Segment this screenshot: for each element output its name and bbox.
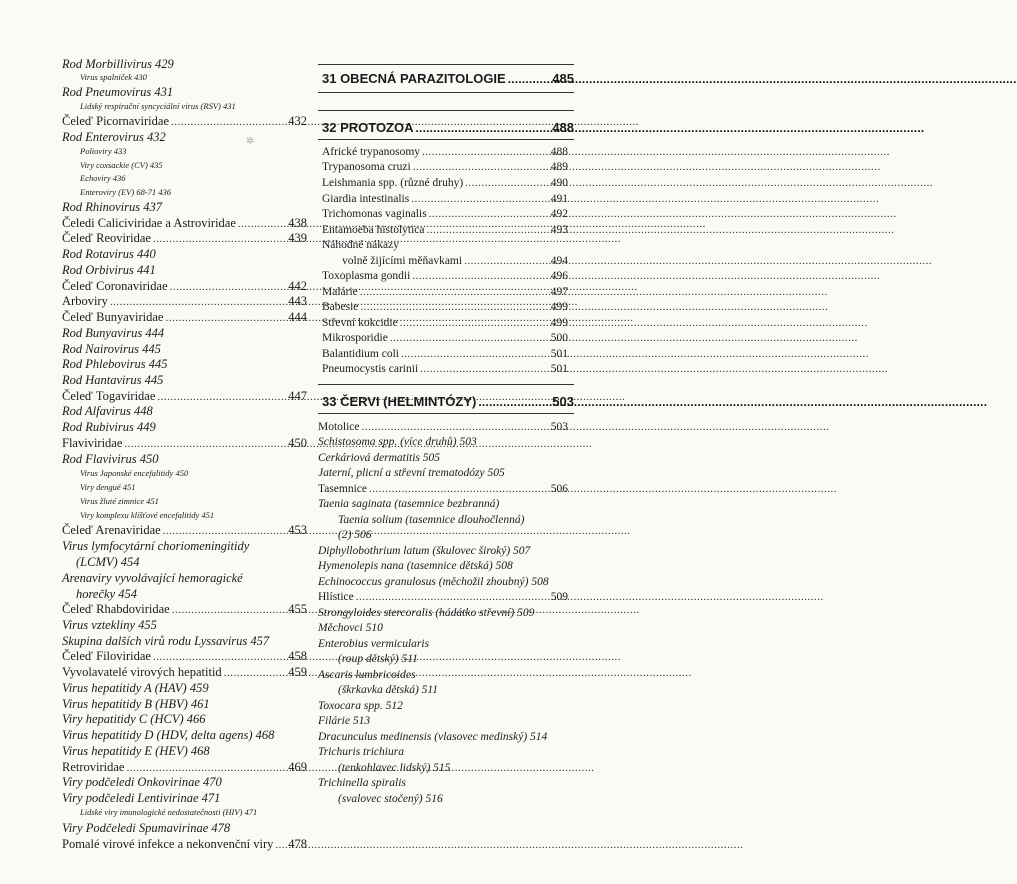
toc-entry-page: 489 [550, 161, 568, 173]
toc-entry [322, 302, 568, 314]
toc-entry-title: (LCMV) 454 [76, 555, 140, 569]
toc-entry [318, 499, 499, 511]
toc-entry-title: Lidský respirační syncyciální virus (RSV) 431 [80, 101, 236, 111]
toc-entry-title: Retroviridae [62, 760, 125, 774]
toc-entry-title: Hymenolepis nana (tasemnice dětská) 508 [318, 560, 513, 572]
toc-entry-page: 453 [288, 523, 307, 537]
toc-entry-title: Cerkáriová dermatitis 505 [318, 452, 441, 464]
toc-entry-title: Čeleď Reoviridae [62, 231, 151, 245]
toc-entry [322, 162, 568, 174]
toc-entry-page: 500 [550, 332, 568, 344]
toc-entry-title: Viry podčeledi Onkovirinae 470 [62, 775, 222, 789]
leader-dots [157, 392, 285, 403]
toc-entry-title: Enterobius vermicularis [318, 638, 430, 650]
toc-entry-page: 450 [288, 436, 307, 450]
toc-entry-title: Virus hepatitidy A (HAV) 459 [62, 681, 209, 695]
leader-dots [412, 271, 547, 282]
toc-entry [80, 174, 126, 183]
toc-entry-title: (svalovec stočený) 516 [338, 793, 443, 805]
toc-entry [62, 343, 161, 356]
leader-dots [170, 282, 286, 293]
leader-dots [238, 219, 285, 230]
toc-entry-title: Mikrosporidie [322, 332, 388, 344]
toc-entry [322, 225, 568, 237]
toc-entry-title: (škrkavka dětská) 511 [338, 684, 439, 696]
toc-entry [318, 778, 406, 790]
toc-entry [62, 453, 159, 466]
leader-dots [153, 652, 285, 663]
toc-entry [80, 73, 147, 82]
toc-entry [62, 86, 173, 99]
toc-entry-title: Virus lymfocytární choriomeningitidy [62, 539, 250, 553]
toc-entry-title: Enteroviry (EV) 68-71 436 [80, 187, 172, 197]
toc-entry-page: 497 [550, 286, 568, 298]
toc-entry [62, 248, 156, 261]
toc-entry [318, 484, 568, 496]
toc-entry-title: Měchovci 510 [318, 622, 383, 634]
toc-entry-page: 447 [288, 389, 307, 403]
toc-entry [322, 349, 568, 361]
toc-entry-title: Vyvolavatelé virových hepatitid [62, 665, 222, 679]
leader-dots [464, 256, 548, 267]
toc-entry-title: Trichomonas vaginalis [322, 208, 427, 220]
toc-entry [338, 530, 372, 542]
toc-entry-title: Flaviviridae [62, 436, 123, 450]
leader-dots [411, 194, 548, 205]
toc-entry [318, 623, 383, 635]
toc-entry-title: (tenkohlavec lidský) 515 [338, 762, 451, 774]
toc-entry [322, 333, 568, 345]
toc-entry [62, 761, 307, 774]
leader-dots [508, 73, 550, 85]
toc-entry [62, 698, 210, 711]
toc-entry-title: Giardia intestinalis [322, 193, 410, 205]
toc-entry-page: 488 [550, 146, 568, 158]
toc-entry-page: 496 [550, 270, 568, 282]
toc-entry-title: Viry podčeledi Lentivirinae 471 [62, 791, 221, 805]
toc-entry-title: Echinococcus granulosus (měchožil zhoubný) 508 [318, 576, 549, 588]
leader-dots [110, 297, 285, 308]
toc-entry-page: 459 [288, 665, 307, 679]
toc-entry-title: Virus Japonské encefalitidy 450 [80, 468, 189, 478]
section-heading-page: 485 [552, 71, 574, 86]
leader-dots [478, 396, 549, 408]
toc-entry-page: 491 [550, 193, 568, 205]
toc-entry-title: Viry komplexu klíšťové encefalitidy 451 [80, 510, 215, 520]
toc-entry-title: Toxoplasma gondii [322, 270, 411, 282]
section-heading-title: 32 PROTOZOA [322, 120, 414, 135]
toc-entry-title: Rod Bunyavirus 444 [62, 326, 165, 340]
toc-entry-title: Čeleď Coronaviridae [62, 279, 168, 293]
toc-entry [338, 794, 443, 806]
toc-entry-page: 458 [288, 649, 307, 663]
toc-entry [62, 311, 307, 324]
toc-entry [318, 670, 415, 682]
toc-entry [322, 194, 568, 206]
toc-entry [318, 701, 403, 713]
toc-entry [318, 592, 568, 604]
toc-entry-title: Virus hepatitidy D (HDV, delta agens) 468 [62, 728, 275, 742]
toc-entry-title: Ascaris lumbricoides [318, 669, 416, 681]
toc-entry-title: Diphyllobothrium latum (škulovec široký) 507 [318, 545, 531, 557]
toc-entry [80, 147, 127, 156]
toc-entry-title: Pomalé virové infekce a nekonvenční viry [62, 837, 274, 851]
toc-entry [62, 421, 156, 434]
toc-entry-title: Arenaviry vyvolávající hemoragické [62, 571, 243, 585]
toc-entry-title: Virus hepatitidy E (HEV) 468 [62, 744, 210, 758]
toc-entry-title: Motolice [318, 421, 360, 433]
toc-entry [318, 561, 513, 573]
section-heading-title: 33 ČERVI (HELMINTÓZY) [322, 394, 477, 409]
toc-entry-title: Virus hepatitidy B (HBV) 461 [62, 697, 210, 711]
leader-dots [360, 302, 547, 313]
toc-entry-title: Babesie [322, 301, 359, 313]
toc-entry-title: (roup dětský) 511 [338, 653, 418, 665]
section-heading [322, 121, 574, 134]
toc-entry [318, 422, 568, 434]
leader-dots [153, 234, 285, 245]
leader-dots [416, 122, 550, 134]
toc-entry-title: Čeledi Caliciviridae a Astroviridae [62, 216, 236, 230]
toc-entry-page: 503 [550, 421, 568, 433]
toc-entry [76, 556, 140, 569]
toc-entry-title: Čeleď Filoviridae [62, 649, 151, 663]
section-heading-page: 503 [552, 394, 574, 409]
toc-entry-title: Čeleď Bunyaviridae [62, 310, 164, 324]
leader-dots [427, 225, 548, 236]
toc-entry [318, 716, 370, 728]
toc-entry [62, 358, 168, 371]
toc-entry [318, 577, 549, 589]
leader-dots [275, 840, 285, 851]
toc-entry-title: Čeleď Arenaviridae [62, 523, 161, 537]
toc-entry [322, 147, 568, 159]
toc-entry [62, 58, 174, 71]
toc-entry [62, 280, 307, 293]
toc-entry-title: Viry Podčeledi Spumavirinae 478 [62, 821, 231, 835]
toc-entry [62, 713, 206, 726]
toc-entry [322, 287, 568, 299]
toc-entry [62, 822, 230, 835]
toc-entry-page: 438 [288, 216, 307, 230]
leader-dots [224, 668, 286, 679]
toc-entry-page: 432 [288, 114, 307, 128]
toc-entry [80, 483, 136, 492]
toc-entry [62, 666, 307, 679]
toc-entry [62, 682, 209, 695]
toc-entry-title: Rod Phlebovirus 445 [62, 357, 168, 371]
toc-entry-title: Leishmania spp. (různé druhy) [322, 177, 464, 189]
section-heading [322, 395, 574, 408]
toc-entry-title: Taenia saginata (tasemnice bezbranná) [318, 498, 500, 510]
toc-entry-title: Africké trypanosomy [322, 146, 421, 158]
toc-entry-title: Rod Nairovirus 445 [62, 342, 161, 356]
section-rule-bottom-1 [318, 92, 574, 93]
toc-entry-page: 501 [550, 348, 568, 360]
toc-entry-title: Echoviry 436 [80, 173, 126, 183]
leader-dots [356, 592, 548, 603]
toc-entry [318, 437, 477, 449]
leader-dots [400, 318, 548, 329]
toc-entry [62, 131, 166, 144]
toc-entry-title: Balantidium coli [322, 348, 399, 360]
toc-entry-page: 442 [288, 279, 307, 293]
toc-entry [62, 390, 307, 403]
section-rule-top-3 [318, 384, 574, 385]
toc-entry [62, 776, 222, 789]
toc-entry [322, 178, 568, 190]
toc-entry [80, 161, 163, 170]
leader-dots [172, 605, 286, 616]
toc-entry-title: Tasemnice [318, 483, 368, 495]
section-heading [322, 72, 574, 85]
toc-entry-title: Arboviry [62, 294, 108, 308]
toc-entry-title: Hlístice [318, 591, 354, 603]
section-rule-bottom-2 [318, 139, 574, 140]
toc-entry-title: Taenia solium (tasemnice dlouhočlenná) [338, 514, 525, 526]
toc-entry-page: 506 [550, 483, 568, 495]
leader-dots [390, 333, 548, 344]
toc-entry-page: 509 [550, 591, 568, 603]
toc-entry-title: Trypanosoma cruzi [322, 161, 411, 173]
toc-entry [338, 685, 438, 697]
toc-entry [62, 838, 307, 851]
toc-entry-title: Rod Rotavirus 440 [62, 247, 156, 261]
section-rule-bottom-3 [318, 413, 574, 414]
leader-dots [422, 147, 548, 158]
toc-entry [318, 546, 530, 558]
toc-entry [80, 188, 171, 197]
section-rule-top-1 [318, 64, 574, 65]
toc-entry [318, 468, 505, 480]
leader-dots [465, 178, 548, 189]
toc-entry-page: 499 [550, 317, 568, 329]
toc-entry [338, 763, 450, 775]
toc-entry-page: 443 [288, 294, 307, 308]
section-heading-page: 488 [552, 120, 574, 135]
toc-entry-page: 490 [550, 177, 568, 189]
toc-entry [62, 115, 307, 128]
leader-dots [401, 349, 548, 360]
leader-dots [369, 484, 548, 495]
toc-entry-title: Rod Pneumovirus 431 [62, 85, 174, 99]
toc-entry-title: Dracunculus medinensis (vlasovec medinský) 514 [318, 731, 548, 743]
toc-entry [62, 295, 307, 308]
toc-entry-title: Virus žluté zimnice 451 [80, 496, 159, 506]
toc-entry [322, 240, 399, 252]
toc-entry-title: Toxocara spp. 512 [318, 700, 403, 712]
toc-entry [62, 635, 269, 648]
toc-entry [322, 209, 568, 221]
toc-entry-title: Náhodné nákazy [322, 239, 399, 251]
toc-entry-page: 499 [550, 301, 568, 313]
toc-entry [62, 437, 307, 450]
toc-entry-title: Pneumocystis carinii [322, 363, 419, 375]
toc-entry-title: Trichinella spiralis [318, 777, 406, 789]
leader-dots [163, 526, 286, 537]
toc-entry [342, 256, 568, 268]
toc-entry [322, 318, 568, 330]
toc-entry [62, 374, 163, 387]
toc-entry [318, 747, 404, 759]
toc-entry [62, 264, 156, 277]
leader-dots [413, 162, 548, 173]
toc-entry [338, 654, 418, 666]
toc-entry-title: Virus spalniček 430 [80, 72, 147, 82]
toc-entry [318, 639, 429, 651]
toc-entry [62, 327, 164, 340]
toc-entry-page: 439 [288, 231, 307, 245]
toc-entry [80, 808, 257, 817]
toc-entry [318, 732, 547, 744]
toc-entry-title: (2) 506 [338, 529, 372, 541]
toc-entry [80, 497, 159, 506]
toc-entry-page: 455 [288, 602, 307, 616]
leader-dots [360, 287, 548, 298]
toc-entry [338, 515, 524, 527]
toc-entry-page: 444 [288, 310, 307, 324]
toc-entry [322, 271, 568, 283]
toc-entry [80, 102, 236, 111]
toc-entry-title: Rod Hantavirus 445 [62, 373, 164, 387]
toc-entry [62, 792, 220, 805]
toc-entry [62, 572, 243, 585]
toc-entry-title: Rod Orbivirus 441 [62, 263, 156, 277]
leader-dots [362, 422, 548, 433]
toc-entry-title: Viry coxsackie (CV) 435 [80, 160, 163, 170]
leader-dots [124, 439, 285, 450]
toc-entry-title: Viry hepatitidy C (HCV) 466 [62, 712, 206, 726]
toc-entry-title: Virus vztekliny 455 [62, 618, 157, 632]
scan-mark-icon: ✲ [246, 136, 255, 147]
toc-entry [62, 619, 157, 632]
section-rule-top-2 [318, 110, 574, 111]
toc-entry-title: Rod Flavivirus 450 [62, 452, 159, 466]
toc-entry-page: 492 [550, 208, 568, 220]
leader-dots [165, 313, 285, 324]
toc-entry-title: Lidské viry imunologické nedostatečnosti (HIV) 471 [80, 807, 258, 817]
toc-entry-page: 494 [550, 255, 568, 267]
toc-entry [318, 608, 534, 620]
toc-entry-title: Filárie 513 [318, 715, 371, 727]
toc-entry-title: Entamoeba histolytica [322, 224, 425, 236]
toc-entry-title: Trichuris trichiura [318, 746, 404, 758]
toc-entry-title: Rod Enterovirus 432 [62, 130, 166, 144]
toc-entry [62, 745, 210, 758]
toc-entry-title: Rod Rhinovirus 437 [62, 200, 162, 214]
toc-entry [80, 511, 214, 520]
toc-entry-title: volně žijícími měňavkami [342, 255, 463, 267]
toc-entry [322, 364, 568, 376]
toc-entry [76, 588, 137, 601]
toc-entry [62, 217, 307, 230]
toc-entry [62, 650, 307, 663]
toc-entry-title: Čeleď Picornaviridae [62, 114, 170, 128]
toc-entry [62, 232, 307, 245]
toc-entry-page: 501 [550, 363, 568, 375]
leader-dots [126, 763, 285, 774]
toc-entry [62, 201, 162, 214]
toc-entry-page: 493 [550, 224, 568, 236]
toc-entry [62, 405, 153, 418]
toc-entry-title: Jaterní, plicní a střevní trematodózy 505 [318, 467, 505, 479]
toc-entry-title: Rod Alfavirus 448 [62, 404, 153, 418]
toc-entry-page: 478 [288, 837, 307, 851]
toc-entry-title: Rod Rubivirus 449 [62, 420, 156, 434]
toc-entry-page: 469 [288, 760, 307, 774]
toc-entry [80, 469, 188, 478]
section-heading-title: 31 OBECNÁ PARAZITOLOGIE [322, 71, 506, 86]
leader-dots [171, 117, 285, 128]
leader-dots [429, 209, 548, 220]
toc-entry [62, 540, 249, 553]
toc-entry [318, 453, 440, 465]
toc-entry-title: Střevní kokcidie [322, 317, 398, 329]
toc-entry-title: Polioviry 433 [80, 146, 127, 156]
toc-entry-title: Skupina dalších virů rodu Lyssavirus 457 [62, 634, 270, 648]
toc-entry [62, 603, 307, 616]
toc-entry [62, 729, 274, 742]
toc-entry-title: Rod Morbillivirus 429 [62, 57, 174, 71]
toc-entry-title: Schistosoma spp. (více druhů) 503 [318, 436, 477, 448]
toc-entry-title: horečky 454 [76, 587, 137, 601]
toc-entry-title: Malárie [322, 286, 358, 298]
toc-entry-title: Viry dengué 451 [80, 482, 136, 492]
toc-entry-title: Čeleď Rhabdoviridae [62, 602, 170, 616]
toc-entry-title: Strongyloides stercoralis (hádátko střevní) 509 [318, 607, 535, 619]
leader-dots [420, 364, 548, 375]
toc-entry-title: Čeleď Togaviridae [62, 389, 156, 403]
toc-entry [62, 524, 307, 537]
